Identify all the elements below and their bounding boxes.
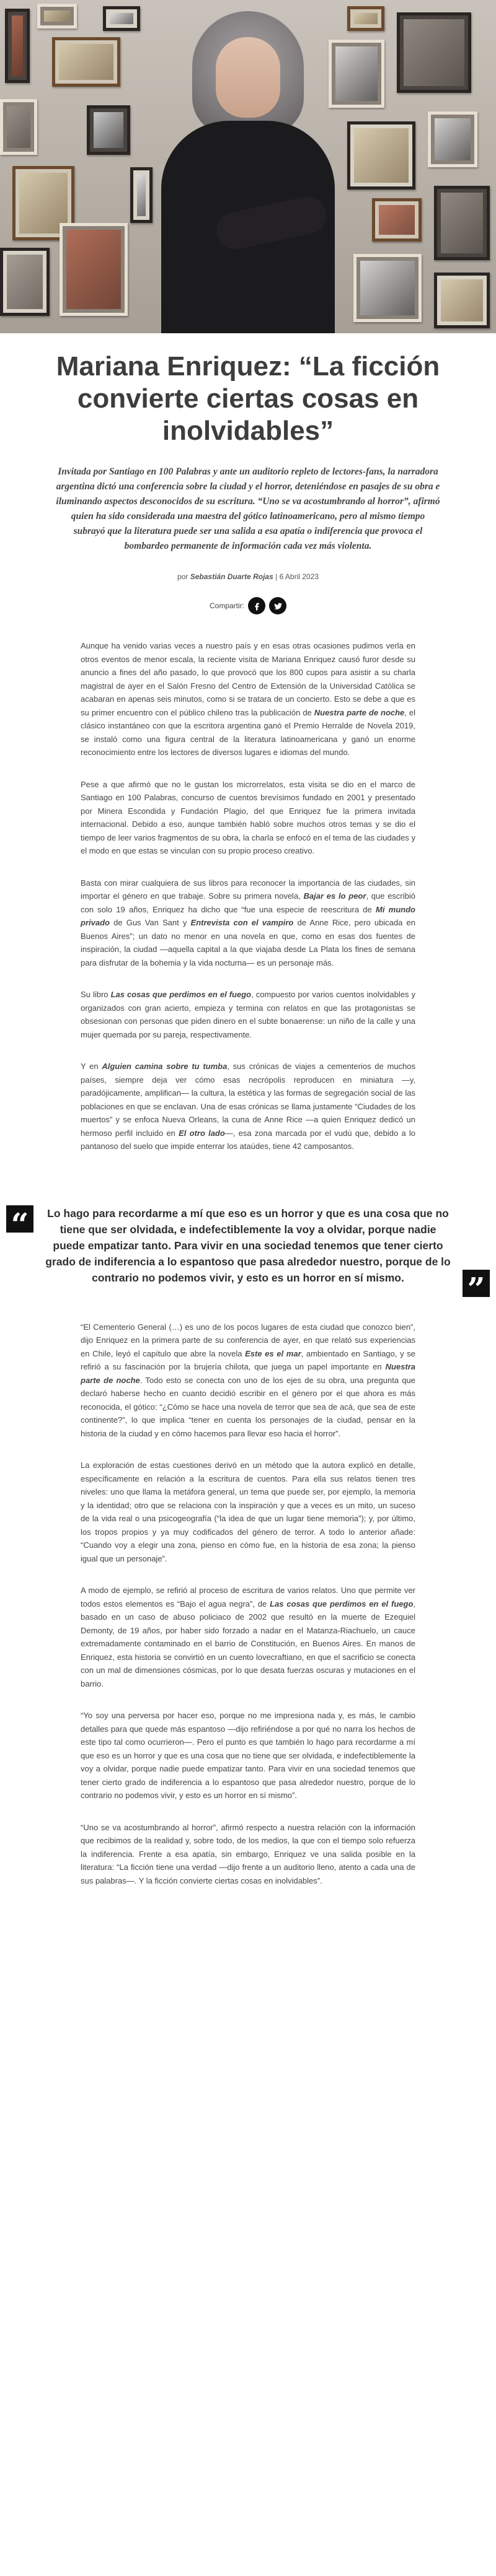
wall-picture-frame bbox=[397, 12, 471, 93]
wall-picture-frame bbox=[52, 37, 120, 87]
wall-picture-frame bbox=[37, 4, 77, 28]
article-title: Mariana Enriquez: “La ficción convierte ciertas cosas en inolvidables” bbox=[56, 351, 440, 446]
twitter-icon[interactable] bbox=[269, 597, 286, 614]
close-quote-icon: ” bbox=[463, 1270, 490, 1297]
article-paragraph: Pese a que afirmó que no le gustan los microrrelatos, esta visita se dio en el marco de Santiago en 100 Palabras, concurso de cuentos brevísimos fundado en 2001 y presentado por Minera Escondida y Fundación Plagio, del que Enriquez fue la primera invitada internacional. Debido a eso, aunque también habló sobre muchos otros temas y se dio el tiempo de leer varios fragmentos de su obra, la charla se enfocó en el tema de las ciudades y el modo en que estas se vinculan con su propio proceso creativo. bbox=[81, 779, 415, 855]
article-body-continued bbox=[0, 1321, 496, 1931]
wall-picture-frame bbox=[353, 254, 422, 322]
byline: por Sebastián Duarte Rojas | 6 Abril 2023 bbox=[177, 572, 319, 581]
pull-quote-text: Lo hago para recordarme a mí que eso es un horror y que es una cosa que no tiene que ser olvidada, e indefectiblemente la voy a olvidar, porque nadie puede empatizar tanto. Para vivir en una sociedad tenemos que tener cierto grado de indiferencia a lo espantoso que pasa alrededor nuestro, porque de lo contrario no podemos vivir, y esto es un horror en sí mismo. bbox=[45, 1207, 451, 1284]
article-body bbox=[0, 614, 496, 1197]
share-label: Compartir: bbox=[209, 601, 244, 610]
article-paragraph: Aunque ha venido varias veces a nuestro país y en esas otras ocasiones pudimos verla en otros eventos de menor escala, la reciente visita de Mariana Enriquez causó furor desde su anuncio a fines del año pasado, lo que provocó que los 800 cupos para asistir a su charla magistral de ayer en el Salón Fresno del Centro de Extensión de la Universidad Católica se acabaran en apenas seis minutos, como si se tratara de un concierto. Esto se debe a que es su primer encuentro con el público chileno tras la publicación de Nuestra parte de noche, el clásico instantáneo con que la escritora argentina ganó el Premio Herralde de Novela 2019, se instaló como una figura central de la literatura latinoamericana y ganó un enorme reconocimiento entre los lectores de diversos lugares e idiomas del mundo. bbox=[81, 641, 415, 757]
hero-photo bbox=[0, 0, 496, 333]
wall-picture-frame bbox=[347, 121, 415, 190]
portrait-subject bbox=[143, 0, 347, 333]
wall-picture-frame bbox=[87, 105, 130, 155]
article-paragraph: “El Cementerio General (…) es uno de los pocos lugares de esta ciudad que conozco bien”, dijo Enriquez en la primera parte de su conferencia de ayer, en que relató sus experiencias en Chile, leyó el capítulo que abre la novela Este es el mar, ambientado en Santiago, y se refirió a su fascinación por la brujería chilota, que juega un papel importante en Nuestra parte de noche. Todo esto se conecta con uno de los ejes de su obra, una pregunta que declaró haberse hecho en cuanto decidió escribir en el género por el que ahora es más reconocida, el gótico: “¿Cómo se hace una novela de terror que sea de acá, que sea de este continente?”, lo que implica “tener en cuenta los personajes de la ciudad, pensar en la historia de la ciudad y en cómo hacemos para llevar eso hacia el horror”. bbox=[81, 1322, 415, 1438]
article-paragraph: A modo de ejemplo, se refirió al proceso de escritura de varios relatos. Uno que permite ver todos estos elementos es “Bajo el agua negra”, de Las cosas que perdimos en el fuego, basado en un caso de abuso policiaco de 2002 que resultó en la muerte de Ezequiel Demonty, de 19 años, por haber sido forzado a nadar en el Matanza-Riachuelo, un cauce extremadamente contaminado en el barrio de Constitución, en Buenos Aires. En manos de Enriquez, esta historia se convirtió en un cuento lovecraftiano, en que el sacrificio se conecta con un mal de dimensiones cósmicas, por lo que desata fuerzas oscuras y mutaciones en el barrio. bbox=[81, 1586, 416, 1688]
wall-picture-frame bbox=[372, 198, 422, 242]
wall-picture-frame bbox=[0, 99, 37, 155]
wall-picture-frame bbox=[103, 6, 140, 31]
publish-date: | 6 Abril 2023 bbox=[273, 572, 319, 581]
wall-picture-frame bbox=[347, 6, 384, 31]
wall-picture-frame bbox=[434, 186, 490, 260]
pull-quote bbox=[0, 1203, 496, 1307]
article-paragraph: Y en Alguien camina sobre tu tumba, sus crónicas de viajes a cementerios de muchos países, siempre deja ver cómo esas necrópolis reproducen en miniatura —y, paradójicamente, amplifican— la cultura, la estética y las formas de segregación social de las poblaciones en que se enclavan. Una de esas crónicas se llama justamente “Ciudades de los muertos” y se enfoca Nueva Orleans, la cuna de Anne Rice —a quien Enriquez dedicó un hermoso perfil incluido en El otro lado—, esa zona marcada por el vudú que, debido a lo pantanoso del suelo que impide enterrar los ataúdes, tiene 42 camposantos. bbox=[81, 1062, 415, 1151]
share-bar bbox=[0, 597, 496, 614]
wall-picture-frame bbox=[0, 248, 50, 316]
article-paragraph: Basta con mirar cualquiera de sus libros para reconocer la importancia de las ciudades, sin importar el género en que trabaje. Sobre su primera novela, Bajar es lo peor, que escribió con solo 19 años, Enriquez ha dicho que “fue una especie de reescritura de Mi mundo privado de Gus Van Sant y Entrevista con el vampiro de Anne Rice, pero ubicada en Buenos Aires”; un dato no menor en una novela en que, como en esas dos fuentes de inspiración, la ciudad —aquella capital a la que viajaba desde La Plata los fines de semana para disfrutar de la bohemia y la vida nocturna— es un personaje más. bbox=[81, 878, 416, 967]
article-paragraph: La exploración de estas cuestiones derivó en un método que la autora explicó en detalle, específicamente en relación a la escritura de cuentos. Para ella sus relatos tienen tres niveles: uno que llama la metáfora general, un tema que puede ser, por ejemplo, la memoria y la identidad; otro que se relaciona con la inspiración y que a veces es un mito, un suceso de la vida real o una psicogeografía (“la idea de que un lugar tiene memoria”); y, por último, los tropos propios y ya muy codificados del género de terror. A todo lo anterior añade: “Cuando voy a elegir una zona, pienso en cómo fue, en la historia de esa zona; la pienso igual que un personaje”. bbox=[81, 1460, 415, 1563]
facebook-icon[interactable] bbox=[248, 597, 265, 614]
article-lead: Invitada por Santiago en 100 Palabras y ante un auditorio repleto de lectores-fans, la narradora argentina dictó una conferencia sobre la ciudad y el horror, deteniéndose en pasajes de su obra e iluminando aspectos desconocidos de su escritura. “Uno se va acostumbrando al horror”, afirmó quien ha sido considerada una maestra del gótico latinoamericano, pero al mismo tiempo subrayó que la literatura puede ser una salida a esa apatía o indiferencia que provoca el bombardeo permanente de información cada vez más violenta. bbox=[56, 466, 440, 551]
article-paragraph: “Yo soy una perversa por hacer eso, porque no me impresiona nada y, es más, le cambio detalles para que quede más espantoso —dijo refiriéndose a por qué no narra los hechos de este tipo tal como ocurrieron—. Pero el punto es que también lo hago para recordarme a mí que eso es un horror y que es una cosa que no tiene que ser olvidada, e indefectiblemente la voy a olvidar, porque nadie puede empatizar tanto. Para vivir en una sociedad tenemos que tener cierto grado de indiferencia a lo espantoso que pasa alrededor nuestro, porque de lo contrario no podemos vivir, y esto es un horror en sí mismo”. bbox=[81, 1711, 415, 1800]
article-paragraph: “Uno se va acostumbrando al horror”, afirmó respecto a nuestra relación con la información que recibimos de la realidad y, sobre todo, de los medios, la que con el tiempo solo refuerza la indiferencia. Frente a esa apatía, sin embargo, Enriquez ve una salida posible en la literatura: “La ficción tiene una verdad —dijo frente a un auditorio lleno, atento a cada una de sus palabras—. Y la ficción convierte ciertas cosas en inolvidables”. bbox=[81, 1822, 415, 1885]
open-quote-icon: “ bbox=[6, 1205, 33, 1233]
wall-picture-frame bbox=[428, 111, 477, 167]
article-paragraph: Su libro Las cosas que perdimos en el fuego, compuesto por varios cuentos inolvidables y organizados con gran acierto, empieza y termina con relatos en que las protagonistas se obsesionan con personas que piden dinero en el subte bonaerense: un niño de la calle y una mujer quemada por su pareja, respectivamente. bbox=[81, 990, 415, 1039]
wall-picture-frame bbox=[434, 273, 490, 328]
wall-picture-frame bbox=[5, 9, 30, 83]
author-name[interactable]: Sebastián Duarte Rojas bbox=[190, 572, 273, 581]
wall-picture-frame bbox=[60, 223, 128, 316]
